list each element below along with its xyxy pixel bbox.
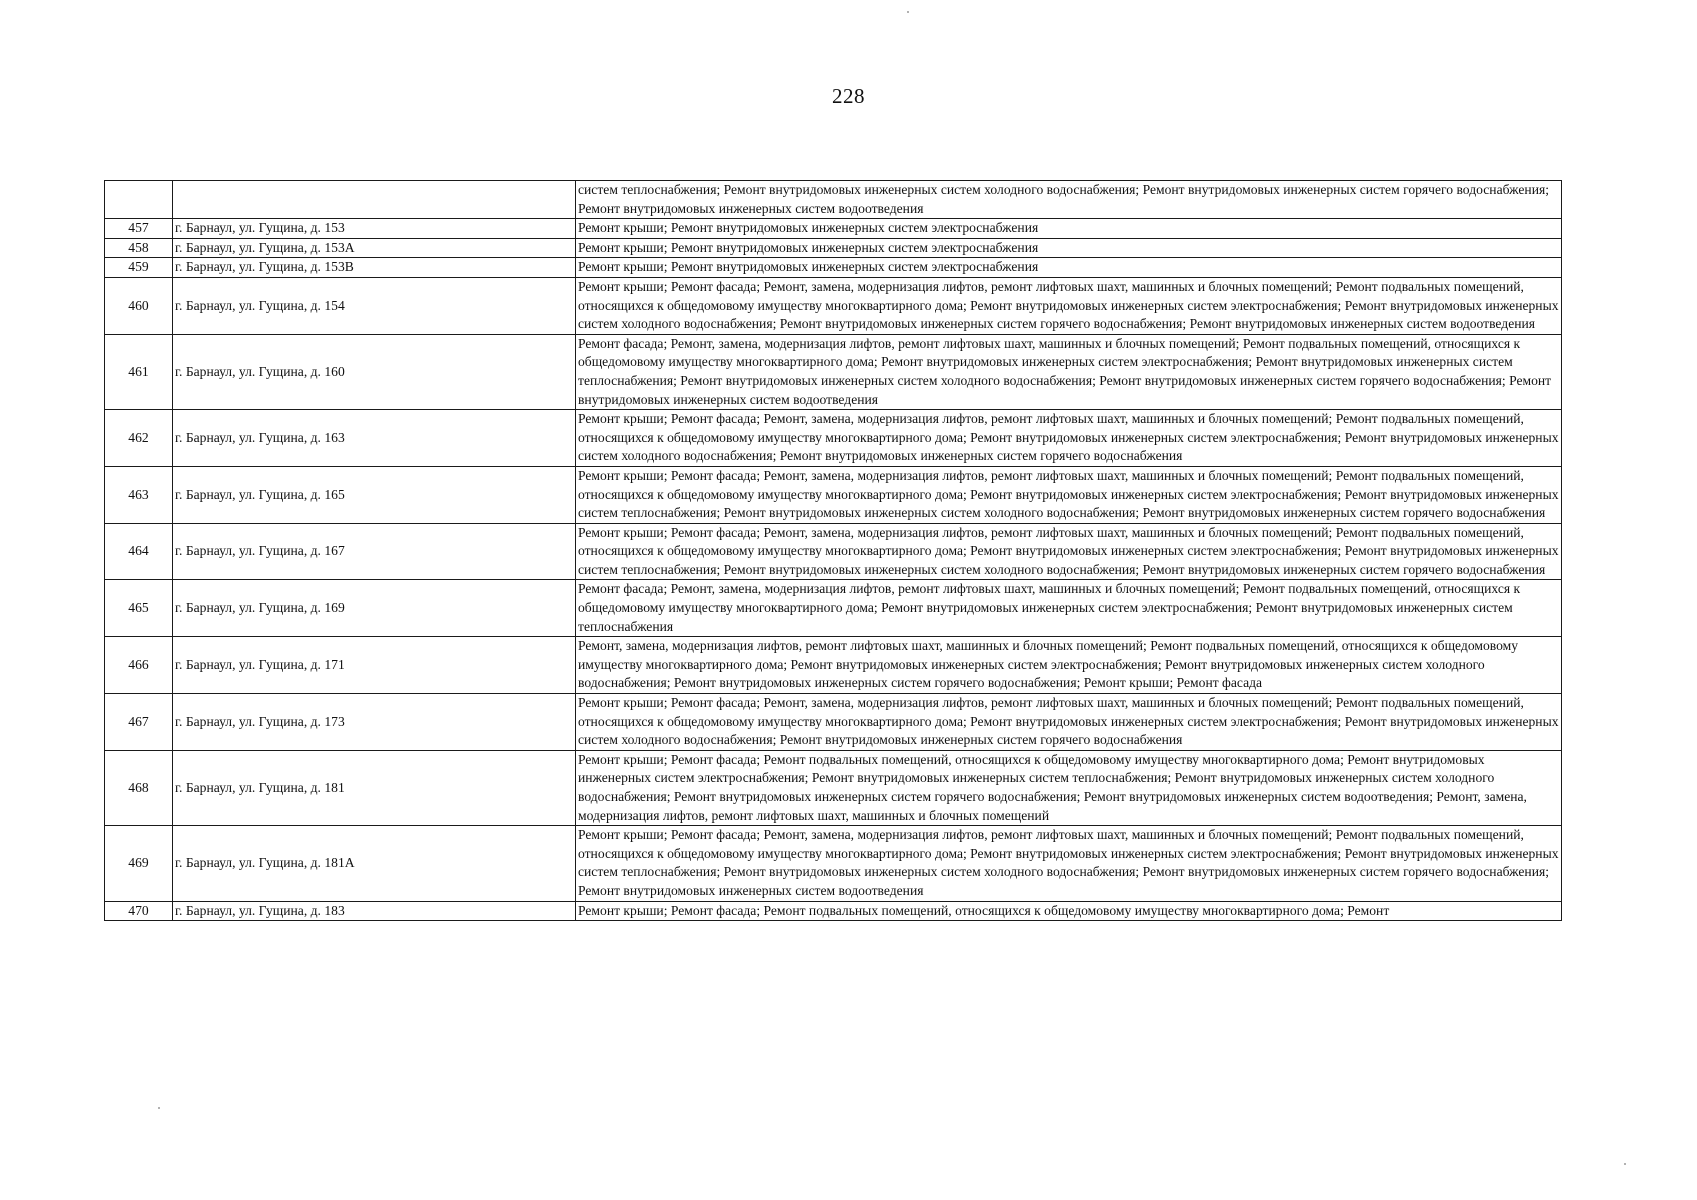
table-row	[105, 277, 1562, 334]
row-number: 461	[105, 334, 173, 409]
address-cell: г. Барнаул, ул. Гущина, д. 160	[173, 334, 576, 409]
row-number: 458	[105, 238, 173, 258]
scan-speck	[907, 11, 909, 13]
table-row	[105, 637, 1562, 694]
scan-speck	[1624, 1163, 1626, 1165]
address-cell: г. Барнаул, ул. Гущина, д. 153	[173, 219, 576, 239]
works-cell: Ремонт фасада; Ремонт, замена, модернизация лифтов, ремонт лифтовых шахт, машинных и блочных помещений; Ремонт подвальных помещений, относящихся к общедомовому имуществу многоквартирного дома; Ремонт внутридомовых инженерных систем электроснабжения; Ремонт внутридомовых инженерных систем теплоснабжения	[576, 580, 1562, 637]
works-cell: Ремонт крыши; Ремонт фасада; Ремонт, замена, модернизация лифтов, ремонт лифтовых шахт, машинных и блочных помещений; Ремонт подвальных помещений, относящихся к общедомовому имуществу многоквартирного дома; Ремонт внутридомовых инженерных систем электроснабжения; Ремонт внутридомовых инженерных систем теплоснабжения; Ремонт внутридомовых инженерных систем холодного водоснабжения; Ремонт внутридомовых инженерных систем горячего водоснабжения; Ремонт внутридомовых инженерных систем водоотведения	[576, 826, 1562, 901]
works-cell: Ремонт крыши; Ремонт фасада; Ремонт подвальных помещений, относящихся к общедомовому имуществу многоквартирного дома; Ремонт внутридомовых инженерных систем электроснабжения; Ремонт внутридомовых инженерных систем теплоснабжения; Ремонт внутридомовых инженерных систем холодного водоснабжения; Ремонт внутридомовых инженерных систем горячего водоснабжения; Ремонт внутридомовых инженерных систем водоотведения; Ремонт, замена, модернизация лифтов, ремонт лифтовых шахт, машинных и блочных помещений	[576, 750, 1562, 825]
repair-works-table	[104, 180, 1562, 921]
table-row	[105, 219, 1562, 239]
row-number: 465	[105, 580, 173, 637]
address-cell: г. Барнаул, ул. Гущина, д. 153А	[173, 238, 576, 258]
address-cell: г. Барнаул, ул. Гущина, д. 183	[173, 901, 576, 921]
works-cell: Ремонт крыши; Ремонт внутридомовых инженерных систем электроснабжения	[576, 258, 1562, 278]
row-number: 466	[105, 637, 173, 694]
row-number: 470	[105, 901, 173, 921]
address-cell: г. Барнаул, ул. Гущина, д. 181А	[173, 826, 576, 901]
table-row	[105, 694, 1562, 751]
works-cell: Ремонт крыши; Ремонт фасада; Ремонт, замена, модернизация лифтов, ремонт лифтовых шахт, машинных и блочных помещений; Ремонт подвальных помещений, относящихся к общедомовому имуществу многоквартирного дома; Ремонт внутридомовых инженерных систем электроснабжения; Ремонт внутридомовых инженерных систем теплоснабжения; Ремонт внутридомовых инженерных систем холодного водоснабжения; Ремонт внутридомовых инженерных систем горячего водоснабжения	[576, 523, 1562, 580]
row-number: 459	[105, 258, 173, 278]
works-cell: Ремонт крыши; Ремонт внутридомовых инженерных систем электроснабжения	[576, 219, 1562, 239]
table-row	[105, 181, 1562, 219]
works-cell: Ремонт, замена, модернизация лифтов, ремонт лифтовых шахт, машинных и блочных помещений; Ремонт подвальных помещений, относящихся к общедомовому имуществу многоквартирного дома; Ремонт внутридомовых инженерных систем электроснабжения; Ремонт внутридомовых инженерных систем холодного водоснабжения; Ремонт внутридомовых инженерных систем горячего водоснабжения; Ремонт крыши; Ремонт фасада	[576, 637, 1562, 694]
table-row	[105, 750, 1562, 825]
table-row	[105, 238, 1562, 258]
row-number: 463	[105, 466, 173, 523]
row-number: 469	[105, 826, 173, 901]
table-body	[105, 181, 1562, 921]
address-cell: г. Барнаул, ул. Гущина, д. 154	[173, 277, 576, 334]
page-number: 228	[832, 84, 865, 108]
table-row	[105, 334, 1562, 409]
table-row	[105, 826, 1562, 901]
scan-speck	[158, 1107, 160, 1109]
works-cell: Ремонт крыши; Ремонт фасада; Ремонт, замена, модернизация лифтов, ремонт лифтовых шахт, машинных и блочных помещений; Ремонт подвальных помещений, относящихся к общедомовому имуществу многоквартирного дома; Ремонт внутридомовых инженерных систем электроснабжения; Ремонт внутридомовых инженерных систем холодного водоснабжения; Ремонт внутридомовых инженерных систем горячего водоснабжения; Ремонт внутридомовых инженерных систем водоотведения	[576, 277, 1562, 334]
address-cell: г. Барнаул, ул. Гущина, д. 163	[173, 410, 576, 467]
row-number: 468	[105, 750, 173, 825]
address-cell: г. Барнаул, ул. Гущина, д. 167	[173, 523, 576, 580]
table-row	[105, 901, 1562, 921]
address-cell	[173, 181, 576, 219]
works-cell: Ремонт крыши; Ремонт внутридомовых инженерных систем электроснабжения	[576, 238, 1562, 258]
address-cell: г. Барнаул, ул. Гущина, д. 169	[173, 580, 576, 637]
table-row	[105, 410, 1562, 467]
address-cell: г. Барнаул, ул. Гущина, д. 165	[173, 466, 576, 523]
works-cell: систем теплоснабжения; Ремонт внутридомовых инженерных систем холодного водоснабжения; Ремонт внутридомовых инженерных систем горячего водоснабжения; Ремонт внутридомовых инженерных систем водоотведения	[576, 181, 1562, 219]
table-row	[105, 466, 1562, 523]
row-number	[105, 181, 173, 219]
address-cell: г. Барнаул, ул. Гущина, д. 181	[173, 750, 576, 825]
table-row	[105, 580, 1562, 637]
row-number: 467	[105, 694, 173, 751]
works-cell: Ремонт крыши; Ремонт фасада; Ремонт, замена, модернизация лифтов, ремонт лифтовых шахт, машинных и блочных помещений; Ремонт подвальных помещений, относящихся к общедомовому имуществу многоквартирного дома; Ремонт внутридомовых инженерных систем электроснабжения; Ремонт внутридомовых инженерных систем холодного водоснабжения; Ремонт внутридомовых инженерных систем горячего водоснабжения	[576, 410, 1562, 467]
row-number: 464	[105, 523, 173, 580]
row-number: 460	[105, 277, 173, 334]
row-number: 462	[105, 410, 173, 467]
table-row	[105, 258, 1562, 278]
row-number: 457	[105, 219, 173, 239]
address-cell: г. Барнаул, ул. Гущина, д. 173	[173, 694, 576, 751]
works-cell: Ремонт фасада; Ремонт, замена, модернизация лифтов, ремонт лифтовых шахт, машинных и блочных помещений; Ремонт подвальных помещений, относящихся к общедомовому имуществу многоквартирного дома; Ремонт внутридомовых инженерных систем электроснабжения; Ремонт внутридомовых инженерных систем теплоснабжения; Ремонт внутридомовых инженерных систем холодного водоснабжения; Ремонт внутридомовых инженерных систем горячего водоснабжения; Ремонт внутридомовых инженерных систем водоотведения	[576, 334, 1562, 409]
address-cell: г. Барнаул, ул. Гущина, д. 171	[173, 637, 576, 694]
works-cell: Ремонт крыши; Ремонт фасада; Ремонт, замена, модернизация лифтов, ремонт лифтовых шахт, машинных и блочных помещений; Ремонт подвальных помещений, относящихся к общедомовому имуществу многоквартирного дома; Ремонт внутридомовых инженерных систем электроснабжения; Ремонт внутридомовых инженерных систем теплоснабжения; Ремонт внутридомовых инженерных систем холодного водоснабжения; Ремонт внутридомовых инженерных систем горячего водоснабжения	[576, 466, 1562, 523]
address-cell: г. Барнаул, ул. Гущина, д. 153В	[173, 258, 576, 278]
table-row	[105, 523, 1562, 580]
works-cell: Ремонт крыши; Ремонт фасада; Ремонт подвальных помещений, относящихся к общедомовому имуществу многоквартирного дома; Ремонт	[576, 901, 1562, 921]
works-cell: Ремонт крыши; Ремонт фасада; Ремонт, замена, модернизация лифтов, ремонт лифтовых шахт, машинных и блочных помещений; Ремонт подвальных помещений, относящихся к общедомовому имуществу многоквартирного дома; Ремонт внутридомовых инженерных систем электроснабжения; Ремонт внутридомовых инженерных систем холодного водоснабжения; Ремонт внутридомовых инженерных систем горячего водоснабжения	[576, 694, 1562, 751]
